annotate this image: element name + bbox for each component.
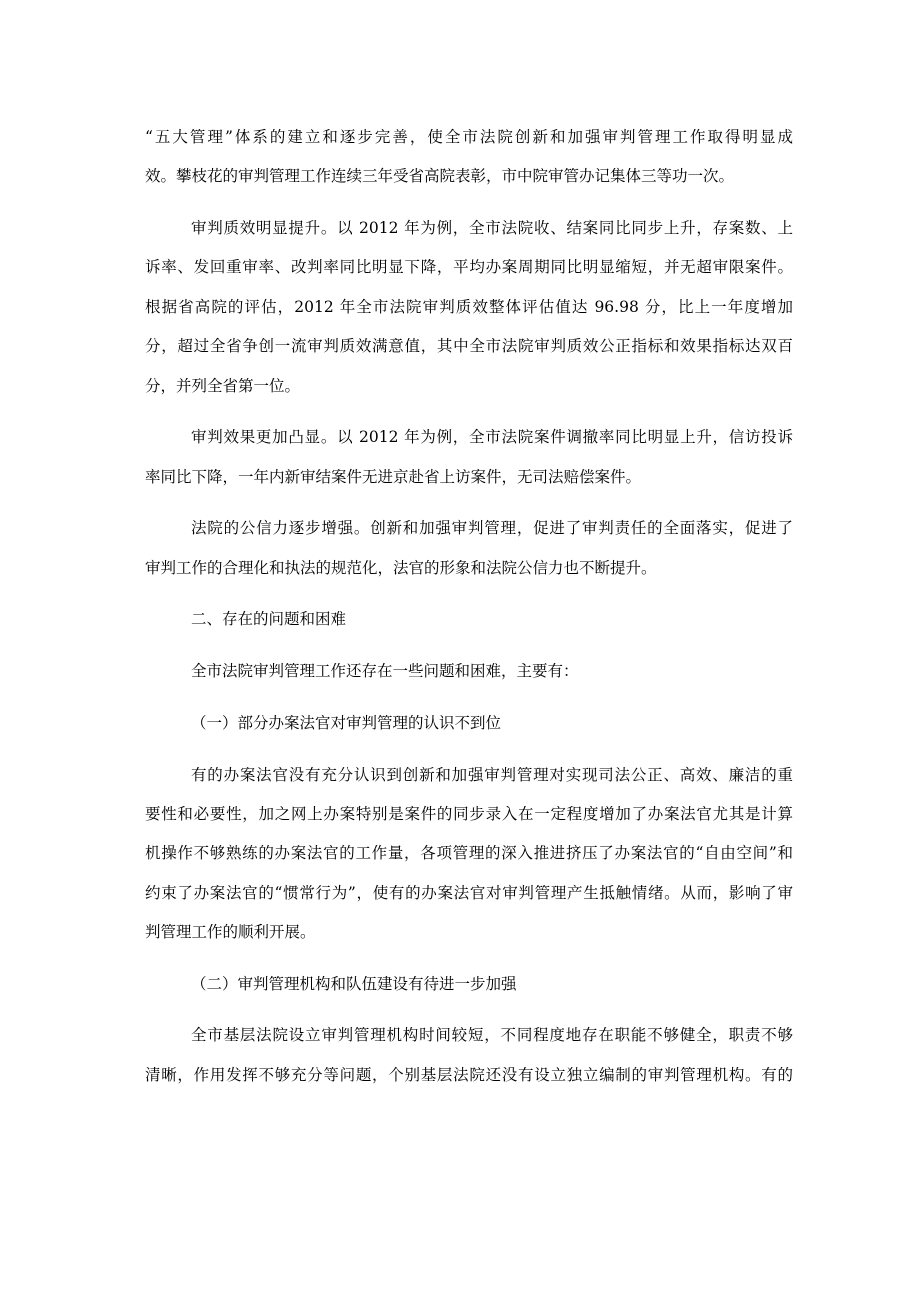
paragraph-line-18: 全市基层法院设立审判管理机构时间较短，不同程度地存在职能不够健全，职责不够 (191, 1026, 793, 1045)
paragraph-line-9: 率同比下降，一年内新审结案件无进京赴省上访案件，无司法赔偿案件。 (145, 467, 642, 486)
paragraph-line-19: 清晰，作用发挥不够充分等问题，个别基层法院还没有设立独立编制的审判管理机构。有的 (145, 1065, 793, 1084)
paragraph-line-11: 审判工作的合理化和执法的规范化，法官的形象和法院公信力也不断提升。 (145, 558, 657, 577)
subsection-heading-1: （一）部分办案法官对审判管理的认识不到位 (191, 713, 502, 732)
paragraph-line-13: 有的办案法官没有充分认识到创新和加强审判管理对实现司法公正、高效、廉洁的重 (191, 765, 793, 784)
paragraph-line-12: 全市法院审判管理工作还存在一些问题和困难，主要有： (191, 662, 579, 681)
section-heading: 二、存在的问题和困难 (191, 610, 347, 629)
paragraph-line-15: 机操作不够熟练的办案法官的工作量，各项管理的深入推进挤压了办案法官的“自由空间”和 (145, 844, 793, 863)
paragraph-line-8: 审判效果更加凸显。以 2012 年为例，全市法院案件调撤率同比明显上升，信访投诉 (191, 428, 793, 447)
paragraph-line-1: “五大管理”体系的建立和逐步完善，使全市法院创新和加强审判管理工作取得明显成 (145, 128, 793, 146)
paragraph-line-3: 审判质效明显提升。以 2012 年为例，全市法院收、结案同比同步上升，存案数、上 (191, 219, 793, 238)
paragraph-line-6: 分，超过全省争创一流审判质效满意值，其中全市法院审判质效公正指标和效果指标达双百 (145, 337, 793, 356)
paragraph-line-17: 判管理工作的顺利开展。 (145, 923, 316, 942)
paragraph-line-4: 诉率、发回重审率、改判率同比明显下降，平均办案周期同比明显缩短，并无超审限案件。 (145, 258, 793, 277)
paragraph-line-7: 分，并列全省第一位。 (145, 376, 301, 395)
document-page (145, 118, 793, 1095)
paragraph-line-16: 约束了办案法官的“惯常行为”，使有的办案法官对审判管理产生抵触情绪。从而，影响了审 (145, 883, 793, 902)
paragraph-line-14: 要性和必要性，加之网上办案特别是案件的同步录入在一定程度增加了办案法官尤其是计算 (145, 804, 793, 823)
paragraph-line-5: 根据省高院的评估，2012 年全市法院审判质效整体评估值达 96.98 分，比上一年度增加 (145, 297, 793, 316)
subsection-heading-2: （二）审判管理机构和队伍建设有待进一步加强 (191, 974, 517, 993)
paragraph-line-10: 法院的公信力逐步增强。创新和加强审判管理，促进了审判责任的全面落实，促进了 (191, 519, 793, 538)
paragraph-line-2: 效。攀枝花的审判管理工作连续三年受省高院表彰，市中院审管办记集体三等功一次。 (145, 167, 735, 186)
